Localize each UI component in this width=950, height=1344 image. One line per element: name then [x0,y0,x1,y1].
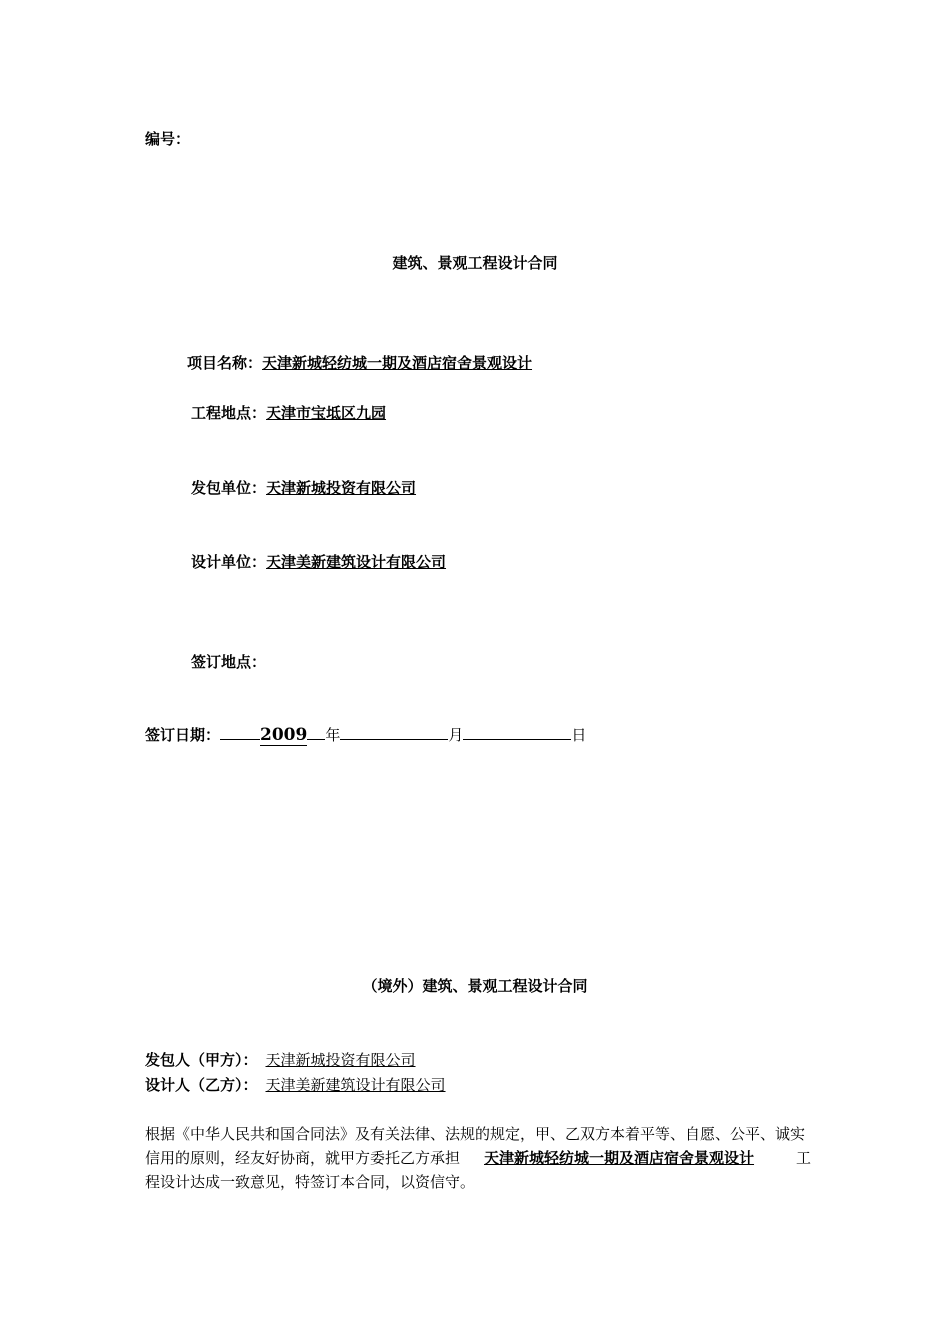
document-number-label: 编号： [145,130,191,148]
party-a-value: 天津新城投资有限公司 [265,1051,416,1069]
sign-date-row [145,724,586,745]
sign-date-label: 签订日期： [145,726,221,744]
intro-text-part1: 根据《中华人民共和国合同法》及有关法律、法规的规定，甲、乙双方本着平等、自愿、公平、诚实信用的原则，经友好协商，就甲方委托乙方承担 [145,1125,806,1167]
project-name-row [187,352,532,373]
intro-text-part2: 工程设计达成一致意见，特签订本合同，以资信守。 [145,1149,812,1191]
party-b-value: 天津美新建筑设计有限公司 [265,1076,446,1094]
intro-project-name: 天津新城轻纺城一期及酒店宿舍景观设计 [484,1149,755,1167]
year-blank-left [220,724,260,740]
sign-place-label: 签订地点： [191,653,267,671]
designer-label: 设计单位： [191,553,267,571]
client-value: 天津新城投资有限公司 [266,479,417,497]
sign-year: 2009 [260,725,308,745]
party-a-label: 发包人（甲方）： [145,1051,258,1069]
designer-value: 天津美新建筑设计有限公司 [266,553,447,571]
site-label: 工程地点： [191,404,267,422]
site-value: 天津市宝坻区九园 [266,404,387,422]
client-label: 发包单位： [191,479,267,497]
project-name-label: 项目名称： [187,354,263,372]
year-unit: 年 [325,726,341,744]
client-row [191,477,416,498]
month-blank [340,724,448,740]
year-blank-right [307,724,325,740]
designer-row [191,551,446,572]
party-b-row [145,1074,446,1095]
party-a-row [145,1049,416,1070]
intro-blank-left [460,1149,484,1167]
cover-title: 建筑、景观工程设计合同 [392,254,558,272]
contract-title: （境外）建筑、景观工程设计合同 [362,977,588,995]
project-name-value: 天津新城轻纺城一期及酒店宿舍景观设计 [262,354,533,372]
party-b-label: 设计人（乙方）： [145,1076,258,1094]
day-blank [463,724,571,740]
intro-blank-right [754,1149,796,1167]
day-unit: 日 [571,726,587,744]
site-row [191,402,386,423]
intro-paragraph [145,1122,815,1194]
month-unit: 月 [448,726,464,744]
